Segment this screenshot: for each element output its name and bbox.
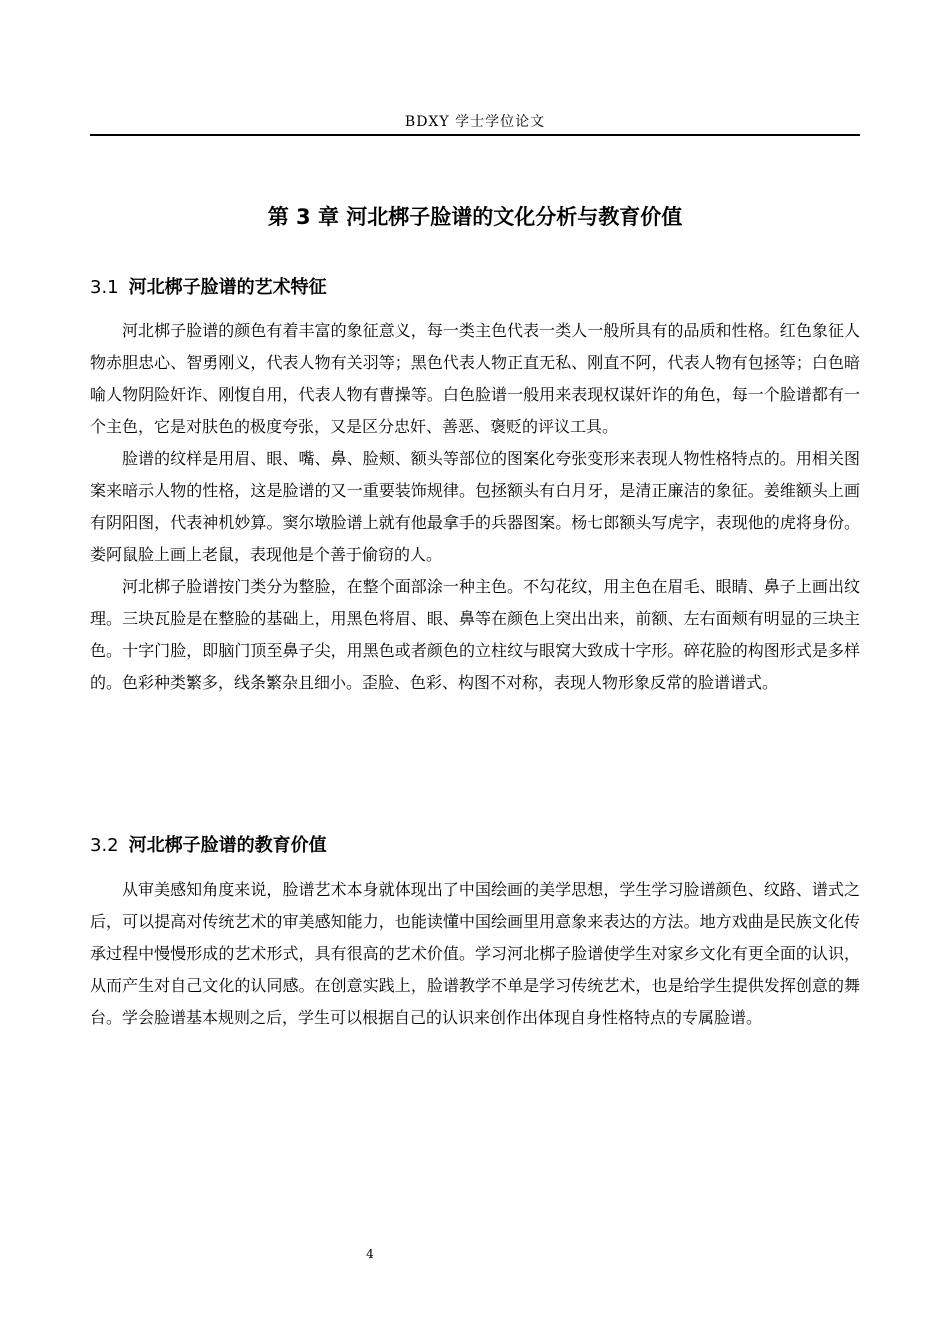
section-heading-3-2: [90, 832, 860, 860]
section-title-text: 河北梆子脸谱的艺术特征: [128, 277, 327, 298]
paragraph: 河北梆子脸谱按门类分为整脸，在整个面部涂一种主色。不勾花纹，用主色在眉毛、眼睛、鼻子上画出纹理。三块瓦脸是在整脸的基础上，用黑色将眉、眼、鼻等在颜色上突出出来，前额、左右面颊有明显的三块主色。十字门脸，即脑门顶至鼻子尖，用黑色或者颜色的立柱纹与眼窝大致成十字形。碎花脸的构图形式是多样的。色彩种类繁多，线条繁杂且细小。歪脸、色彩、构图不对称，表现人物形象反常的脸谱谱式。: [90, 577, 860, 692]
paragraph: 河北梆子脸谱的颜色有着丰富的象征意义，每一类主色代表一类人一般所具有的品质和性格。红色象征人物赤胆忠心、智勇刚义，代表人物有关羽等；黑色代表人物正直无私、刚直不阿，代表人物有包拯等；白色暗喻人物阴险奸诈、刚愎自用，代表人物有曹操等。白色脸谱一般用来表现权谋奸诈的角色，每一个脸谱都有一个主色，它是对肤色的极度夸张，又是区分忠奸、善恶、褒贬的评议工具。: [90, 321, 860, 436]
page-number: 4: [366, 1247, 374, 1261]
section-number: 3.2: [90, 835, 119, 856]
section-title-text: 河北梆子脸谱的教育价值: [128, 835, 327, 856]
paragraph: 脸谱的纹样是用眉、眼、嘴、鼻、脸颊、额头等部位的图案化夸张变形来表现人物性格特点的。用相关图案来暗示人物的性格，这是脸谱的又一重要装饰规律。包拯额头有白月牙，是清正廉洁的象征。姜维额头上画有阴阳图，代表神机妙算。窦尔墩脸谱上就有他最拿手的兵器图案。杨七郎额头写虎字，表现他的虎将身份。娄阿鼠脸上画上老鼠，表现他是个善于偷窃的人。: [90, 449, 860, 564]
running-header: BDXY 学士学位论文: [404, 114, 546, 130]
header-rule: [90, 134, 860, 136]
section-body-3-2: [90, 874, 860, 1034]
chapter-title: 第 3 章 河北梆子脸谱的文化分析与教育价值: [267, 205, 683, 229]
section-body-3-1: [90, 315, 860, 699]
section-heading-3-1: [90, 274, 860, 302]
section-number: 3.1: [90, 277, 119, 298]
paragraph: 从审美感知角度来说，脸谱艺术本身就体现出了中国绘画的美学思想，学生学习脸谱颜色、纹路、谱式之后，可以提高对传统艺术的审美感知能力，也能读懂中国绘画里用意象来表达的方法。地方戏曲是民族文化传承过程中慢慢形成的艺术形式，具有很高的艺术价值。学习河北梆子脸谱使学生对家乡文化有更全面的认识，从而产生对自己文化的认同感。在创意实践上，脸谱教学不单是学习传统艺术，也是给学生提供发挥创意的舞台。学会脸谱基本规则之后，学生可以根据自己的认识来创作出体现自身性格特点的专属脸谱。: [90, 880, 860, 1027]
